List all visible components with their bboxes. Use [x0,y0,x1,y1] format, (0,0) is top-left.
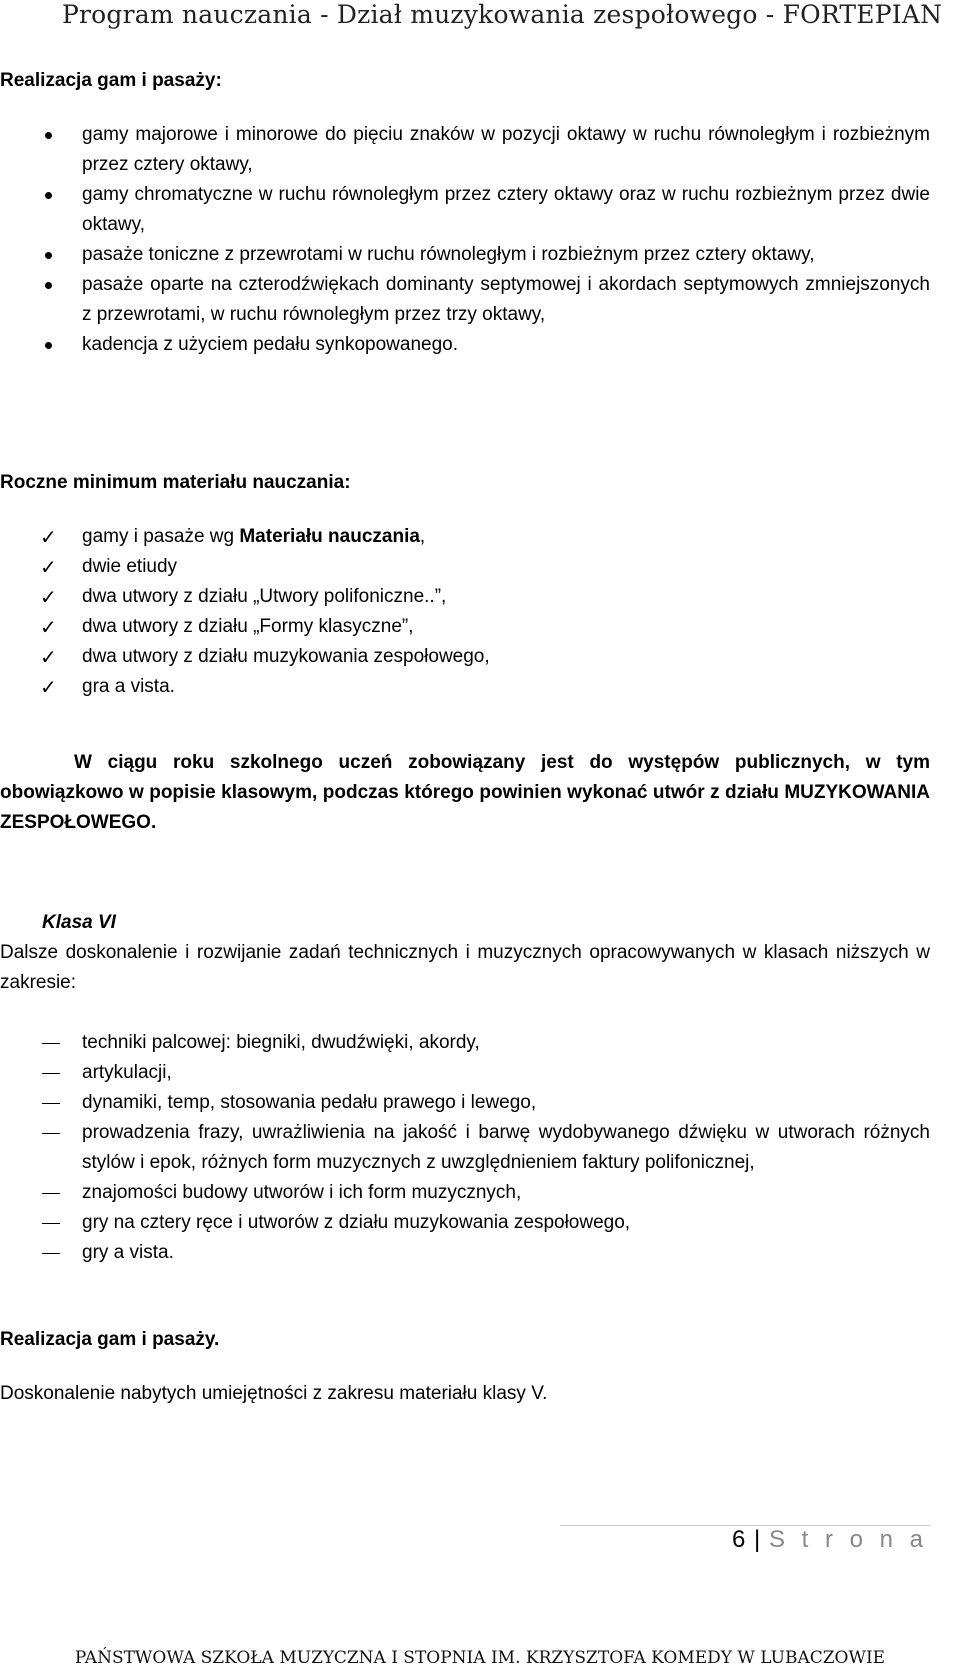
page-number: 6 | S t r o n a [732,1526,928,1553]
checkmark-icon: ✓ [40,525,57,549]
section-title: Roczne minimum materiału nauczania: [0,472,351,493]
list-item: ✓ gamy i pasaże wg Materiału nauczania, [0,522,930,552]
list-item: kadencja z użyciem pedału synkopowanego. [82,334,459,355]
klasa-vi-section [0,908,930,1268]
list-item: gamy majorowe i minorowe do pięciu znaków w pozycji oktawy w ruchu równoległym i rozbieżnym przez cztery oktawy, [82,124,930,175]
checkmark-icon: ✓ [40,675,57,699]
notice-text: W ciągu roku szkolnego uczeń zobowiązany jest do występów publicznych, w tym obowiązkowo w popisie klasowym, podczas którego powinien wykonać utwór z działu MUZYKOWANIA ZESPOŁOWEGO. [0,752,930,833]
checkmark-icon: ✓ [40,615,57,639]
intro-text: Dalsze doskonalenie i rozwijanie zadań technicznych i muzycznych opracowywanych w klasach niższych w zakresie: [0,942,930,993]
list-item: ✓ dwa utwory z działu „Formy klasyczne”, [0,612,930,642]
checkmark-icon: ✓ [40,645,57,669]
list-item: pasaże oparte na czterodźwiękach dominanty septymowej i akordach septymowych zmniejszonych z przewrotami, w ruchu równoległym przez trzy oktawy, [82,274,930,325]
list-item: ✓ dwa utwory z działu „Utwory polifoniczne..”, [0,582,930,612]
list-item: znajomości budowy utworów i ich form muzycznych, [82,1182,522,1203]
list-item: gry na cztery ręce i utworów z działu muzykowania zespołowego, [82,1212,631,1233]
page-header: Program nauczania - Dział muzykowania zespołowego - FORTEPIAN [62,0,943,29]
list-item: artykulacji, [82,1062,172,1083]
page-footer: PAŃSTWOWA SZKOŁA MUZYCZNA I STOPNIA IM. KRZYSZTOFA KOMEDY W LUBACZOWIE [74,1648,886,1668]
minimum-list [0,522,930,702]
scales-list [0,120,930,360]
list-item: ✓ dwa utwory z działu muzykowania zespołowego, [0,642,930,672]
section-title: Realizacja gam i pasaży. [0,1329,220,1350]
list-item: dynamiki, temp, stosowania pedału prawego i lewego, [82,1092,537,1113]
section-title: Klasa VI [42,912,116,933]
minimum-section [0,468,930,702]
notice-block [0,748,930,838]
list-item: gamy chromatyczne w ruchu równoległym przez cztery oktawy oraz w ruchu rozbieżnym przez dwie oktawy, [82,184,930,235]
list-item: gry a vista. [82,1242,174,1263]
list-item: techniki palcowej: biegniki, dwudźwięki, akordy, [82,1032,480,1053]
skills-list [0,1028,930,1268]
list-item: ✓ dwie etiudy [0,552,930,582]
list-item: ✓ gra a vista. [0,672,930,702]
checkmark-icon: ✓ [40,585,57,609]
checkmark-icon: ✓ [40,555,57,579]
list-item: prowadzenia frazy, uwrażliwienia na jakość i barwę wydobywanego dźwięku w utworach różnych stylów i epok, różnych form muzycznych z uwzględnieniem faktury polifonicznej, [82,1122,930,1173]
realizacja-section [0,1325,930,1409]
section-title: Realizacja gam i pasaży: [0,70,222,91]
list-item: pasaże toniczne z przewrotami w ruchu równoległym i rozbieżnym przez cztery oktawy, [82,244,815,265]
section-text: Doskonalenie nabytych umiejętności z zakresu materiału klasy V. [0,1383,548,1404]
gamy-section [0,66,930,360]
